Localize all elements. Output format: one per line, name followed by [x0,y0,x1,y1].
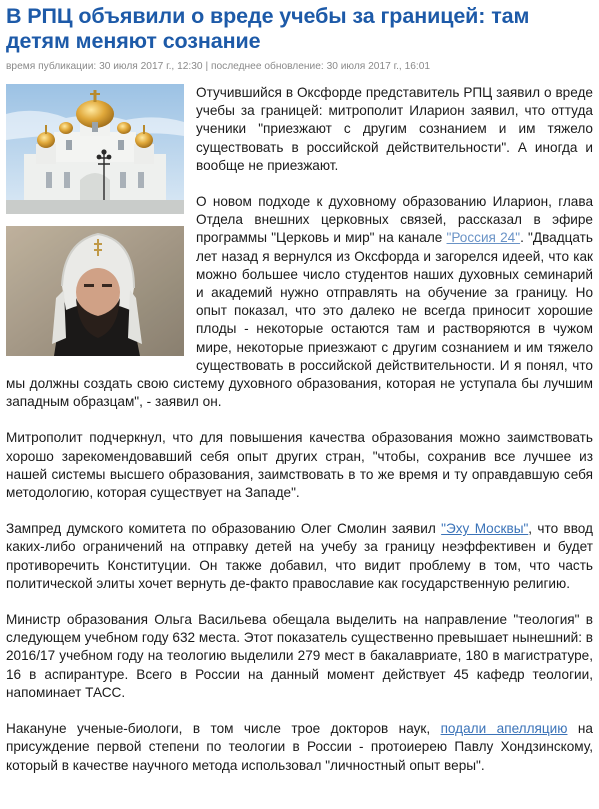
article-title: В РПЦ объявили о вреде учебы за границей: там детям меняют сознание [6,4,530,53]
paragraph-3: Митрополит подчеркнул, что для повышения качества образования можно заимствовать хорошо зарекомендовавший себя опыт других стран, "чтобы, сохранив все лучшее из нашей системы высшего образования, заимствовать в то же время и ту оправдавшую себя методологию, которая существует на Западе". [6,430,593,501]
paragraph-6 [6,720,593,775]
published-label: время публикации: [6,61,97,72]
updated-time: 30 июля 2017 г., 16:01 [326,61,431,72]
updated-label: последнее обновление: [210,61,324,72]
metropolitan-portrait-photo [6,226,184,356]
article-images [6,84,184,356]
paragraph-4 [6,520,593,593]
appeal-link[interactable]: подали апелляцию [440,721,568,737]
echo-moskvy-link[interactable]: "Эху Москвы" [441,521,529,537]
paragraph-1: Отучившийся в Оксфорде представитель РПЦ заявил о вреде учебы за границей: митрополит Иларион заявил, что оттуда ученики "приезжают с другим сознанием и им тяжело существовать в российской действительности". А иногда и вообще не приезжают. [196,85,593,173]
meta-separator: | [205,61,209,72]
paragraph-4-text-b: , что ввод каких-либо ограничений на отправку детей на учебу за границу неэффективен и будет противоречить Конституции. Он также добавил, что видит проблему в том, что часть политической элиты хочет вернуть де-факто православие как государственную религию. [6,521,593,591]
paragraph-2-text-b: . "Двадцать лет назад я вернулся из Оксфорда и загорелся идеей, что как можно большее число студентов наших духовных семинарий и академий нужно отправлять на обучение за границу. Но опыт показал, что это далеко не всегда приносит хорошие плоды - некоторые остаются там и растворяются в чужом мире, некоторые приезжают с другим сознанием и им тяжело существовать в российской действительности. И я понял, что мы должны создать свою систему духовного образования, которая не уступала бы лучшим западным образцам", - заявил он. [6,230,593,410]
paragraph-6-text-b: на присуждение первой степени по теологии в России - протоиерею Павлу Хондзинскому, который в качестве научного метода использовал "личностный опыт веры". [6,721,593,773]
published-time: 30 июля 2017 г., 12:30 [99,61,203,72]
paragraph-4-text-a: Зампред думского комитета по образованию Олег Смолин заявил [6,521,442,537]
paragraph-6-text-a: Накануне ученые-биологи, в том числе трое докторов наук, [6,721,441,737]
article-meta [6,60,593,73]
paragraph-5: Министр образования Ольга Васильева обещала выделить на направление "теология" в следующем учебном году 632 места. Этот показатель существенно превышает нынешний: в 2016/17 учебном году на теологию выделили 279 мест в бакалавриате, 180 в магистратуре, 16 в аспирантуре. Всего в России на данный момент действует 45 кафедр теологии, напоминает ТАСС. [6,612,593,700]
russia-24-link[interactable]: "Россия 24" [446,230,521,246]
article-body [6,84,593,775]
cathedral-photo [6,84,184,214]
paragraph-2-text-a: О новом подходе к духовному образованию Иларион, глава Отдела внешних церковных связей, рассказал в эфире программы "Церковь и мир" на канале [196,194,593,246]
